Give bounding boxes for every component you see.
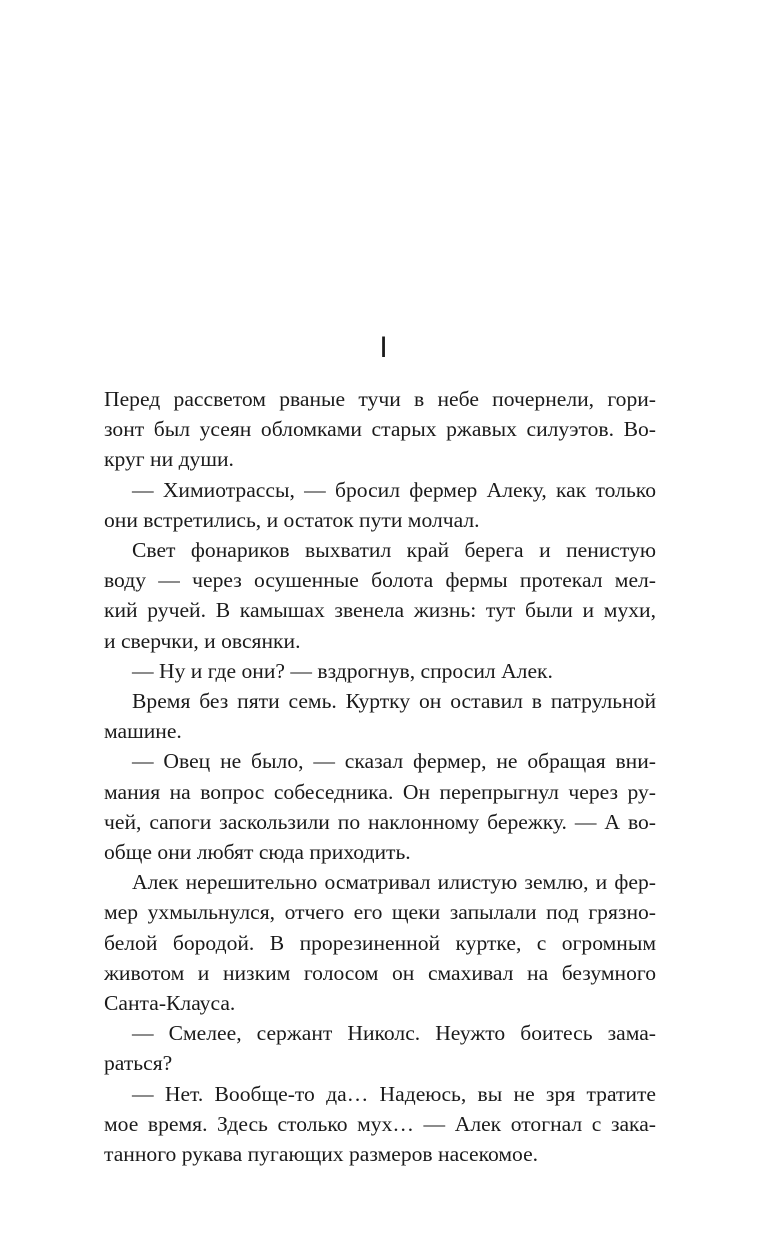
paragraph: [104, 535, 656, 656]
paragraph: [104, 1079, 656, 1170]
text-line: и сверчки, и овсянки.: [104, 628, 301, 653]
paragraph: [104, 867, 656, 1018]
text-line: они встретились, и остаток пути молчал.: [104, 507, 480, 532]
text-line: танного рукава пугающих размеров насекомое.: [104, 1142, 539, 1167]
text-line: раться?: [104, 1051, 173, 1076]
text-line: мания на вопрос собеседника. Он перепрыгнул через ру-: [104, 779, 656, 804]
paragraph: [104, 384, 656, 475]
text-line: машине.: [104, 719, 182, 744]
paragraph: [104, 746, 656, 867]
text-line: зонт был усеян обломками старых ржавых силуэтов. Во-: [104, 417, 656, 442]
text-line: — Смелее, сержант Николс. Неужто боитесь зама-: [132, 1021, 656, 1046]
text-line: — Нет. Вообще-то да… Надеюсь, вы не зря тратите: [132, 1081, 656, 1106]
text-line: Свет фонариков выхватил край берега и пенистую: [132, 538, 656, 563]
text-line: животом и низким голосом он смахивал на безумного: [104, 960, 656, 985]
paragraph: [104, 1018, 656, 1078]
chapter-text: [104, 384, 656, 1169]
text-line: кий ручей. В камышах звенела жизнь: тут были и мухи,: [104, 598, 656, 623]
text-line: воду — через осушенные болота фермы протекал мел-: [104, 568, 656, 593]
text-line: Перед рассветом рваные тучи в небе почернели, гори-: [104, 387, 656, 411]
paragraph: [104, 686, 656, 746]
text-line: — Ну и где они? — вздрогнув, спросил Алек.: [132, 658, 553, 683]
paragraph: [104, 475, 656, 535]
text-line: — Овец не было, — сказал фермер, не обращая вни-: [132, 749, 656, 774]
text-line: чей, сапоги заскользили по наклонному бережку. — А во-: [104, 809, 656, 834]
text-line: белой бородой. В прорезиненной куртке, с огромным: [104, 930, 656, 955]
text-line: Алек нерешительно осматривал илистую землю, и фер-: [132, 870, 656, 895]
text-line: Санта-Клауса.: [104, 991, 236, 1016]
text-line: Время без пяти семь. Куртку он оставил в патрульной: [132, 689, 656, 714]
paragraph: [104, 656, 656, 686]
text-line: круг ни души.: [104, 447, 234, 472]
text-line: мое время. Здесь столько мух… — Алек отогнал с зака-: [104, 1111, 656, 1136]
text-line: мер ухмыльнулся, отчего его щеки запылали под грязно-: [104, 900, 656, 925]
text-line: обще они любят сюда приходить.: [104, 840, 411, 865]
text-line: — Химиотрассы, — бросил фермер Алеку, как только: [132, 477, 656, 502]
chapter-title: I: [379, 331, 389, 364]
